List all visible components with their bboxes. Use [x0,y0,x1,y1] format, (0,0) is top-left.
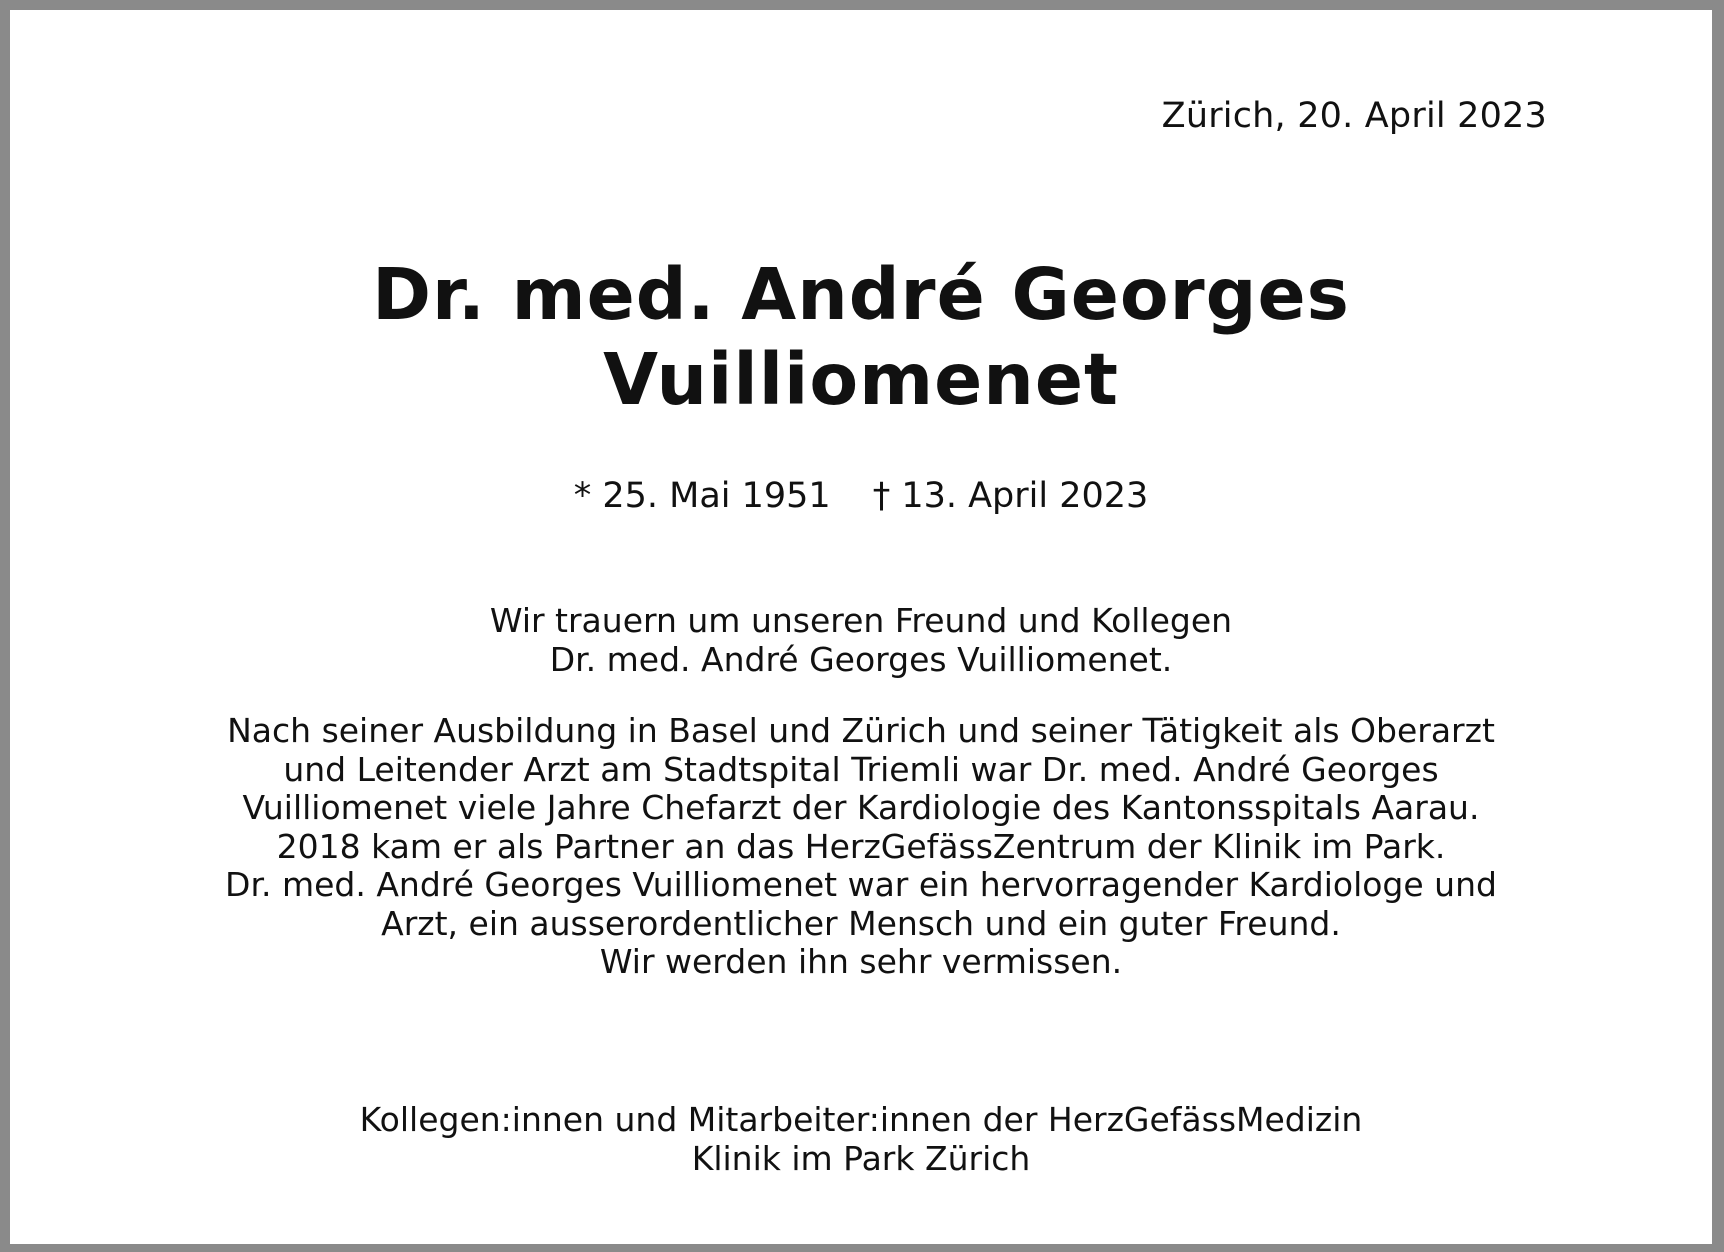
signature-line: Klinik im Park Zürich [691,1138,1031,1178]
text-line: Dr. med. André Georges Vuilliomenet. [549,639,1173,679]
text-line: Dr. med. André Georges Vuilliomenet war ein hervorragender Kardiologe und [225,865,1497,904]
birth-date: * 25. Mai 1951 [573,476,831,516]
text-line: Nach seiner Ausbildung in Basel und Zürich und seiner Tätigkeit als Oberarzt [227,711,1495,750]
text-line: Wir trauern um unseren Freund und Kollegen [489,601,1233,640]
date-place: Zürich, 20. April 2023 [1161,96,1547,136]
text-line: Arzt, ein ausserordentlicher Mensch und ein guter Freund. [381,903,1341,943]
text-line: Wir werden ihn sehr vermissen. [599,942,1123,981]
signature-line: Kollegen:innen und Mitarbeiter:innen der HerzGefässMedizin [359,1100,1363,1139]
deceased-name [10,252,1712,422]
signature [10,1101,1712,1178]
text-line: 2018 kam er als Partner an das HerzGefässZentrum der Klinik im Park. [276,826,1446,866]
text-line: und Leitender Arzt am Stadtspital Triemli war Dr. med. André Georges [283,749,1439,789]
lifespan [10,476,1712,516]
obituary-text [10,602,1712,982]
death-date: † 13. April 2023 [872,476,1149,516]
name-line: Dr. med. André Georges [372,253,1350,336]
obituary-page [10,10,1712,1244]
text-line: Vuilliomenet viele Jahre Chefarzt der Kardiologie des Kantonsspitals Aarau. [242,788,1480,827]
name-line: Vuilliomenet [603,338,1119,421]
